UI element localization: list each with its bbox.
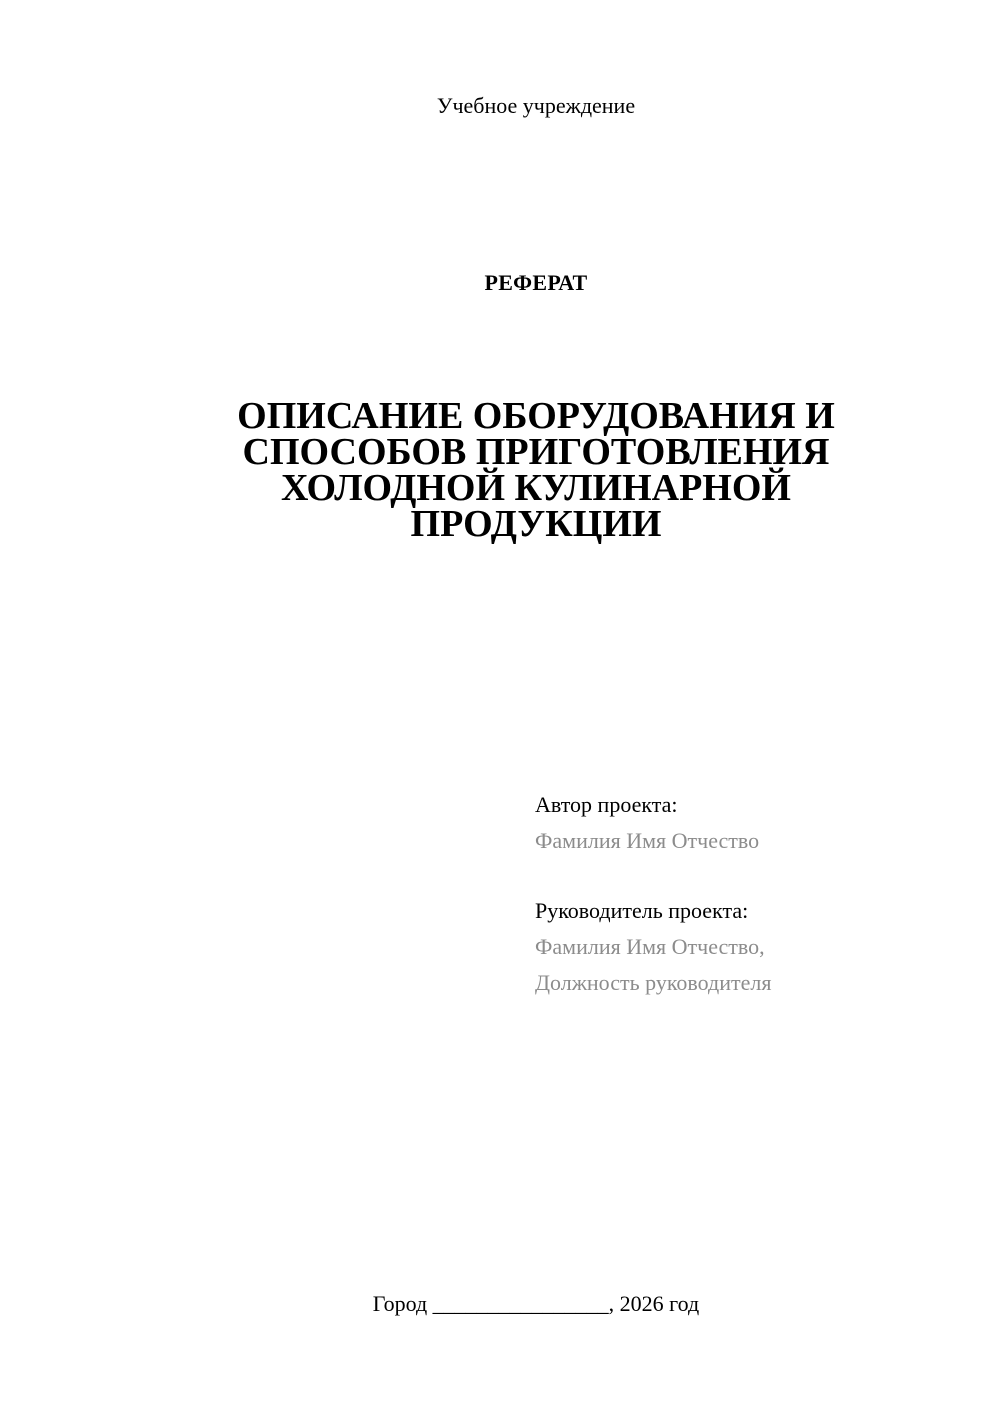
title-line: ХОЛОДНОЙ КУЛИНАРНОЙ bbox=[281, 467, 791, 509]
author-label: Автор проекта: bbox=[535, 792, 678, 817]
supervisor-position: Должность руководителя bbox=[535, 970, 772, 995]
title-line: СПОСОБОВ ПРИГОТОВЛЕНИЯ bbox=[242, 431, 830, 473]
document-type: РЕФЕРАТ bbox=[484, 270, 588, 295]
document-title bbox=[200, 395, 872, 545]
city-year-line: Город ________________, 2026 год bbox=[372, 1291, 700, 1316]
title-line: ПРОДУКЦИИ bbox=[410, 503, 662, 545]
spacer bbox=[535, 859, 975, 893]
institution-name: Учебное учреждение bbox=[436, 93, 636, 118]
project-people-block bbox=[535, 787, 975, 1001]
supervisor-name: Фамилия Имя Отчество, bbox=[535, 934, 765, 959]
author-name: Фамилия Имя Отчество bbox=[535, 828, 760, 853]
supervisor-label: Руководитель проекта: bbox=[535, 898, 749, 923]
title-line: ОПИСАНИЕ ОБОРУДОВАНИЯ И bbox=[237, 395, 835, 437]
